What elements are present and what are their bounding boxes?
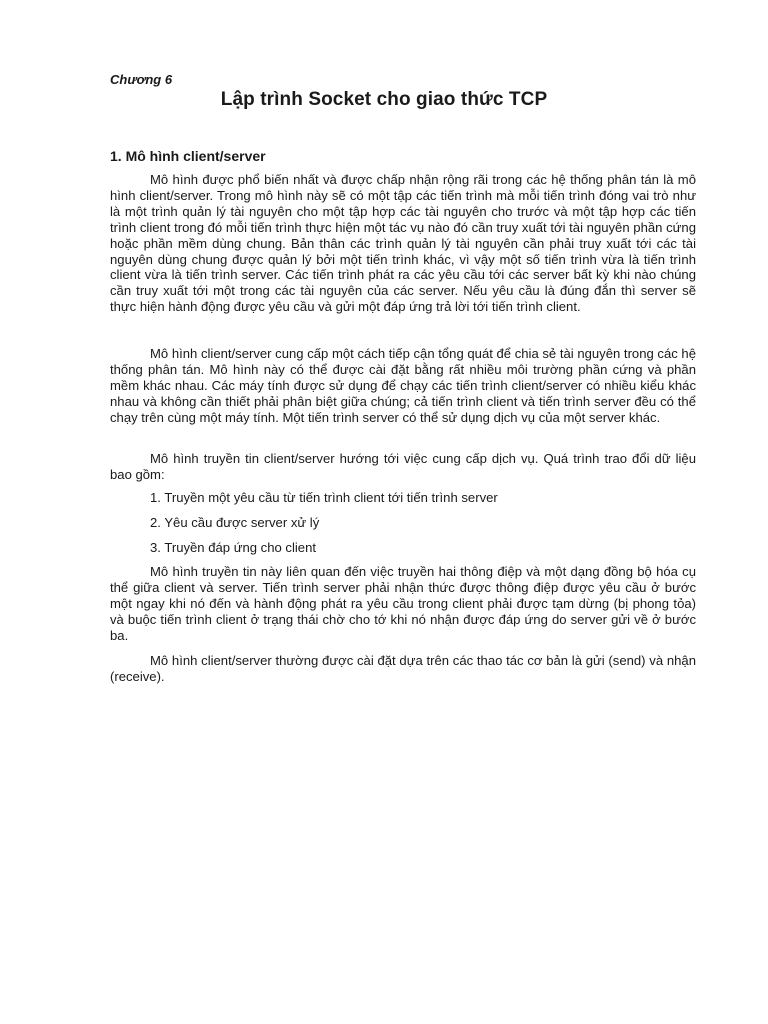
list-item: 1. Truyền một yêu cầu từ tiến trình client tới tiến trình server [150, 490, 498, 505]
list-item: 3. Truyền đáp ứng cho client [150, 540, 316, 555]
list-item: 2. Yêu cầu được server xử lý [150, 515, 320, 530]
section-heading: 1. Mô hình client/server [110, 148, 266, 164]
chapter-label: Chương 6 [110, 72, 173, 87]
paragraph-3: Mô hình truyền tin client/server hướng tới việc cung cấp dịch vụ. Quá trình trao đổi dữ liệu bao gồm: [110, 451, 696, 482]
paragraph-5: Mô hình client/server thường được cài đặt dựa trên các thao tác cơ bản là gửi (send) và nhận (receive). [110, 653, 696, 684]
paragraph-4: Mô hình truyền tin này liên quan đến việc truyền hai thông điệp và một dạng đồng bộ hóa cụ thể giữa client và server. Tiến trình server phải nhận thức được thông điệp được yêu cầu ở bước một ngay khi nó đến và hành động phát ra yêu cầu trong client phải được tạm dừng (bị phong tỏa) và buộc tiến trình client ở trạng thái chờ cho tớ khi nó nhận được đáp ứng do server gửi về ở bước ba. [110, 564, 696, 643]
chapter-title: Lập trình Socket cho giao thức TCP [220, 89, 548, 110]
paragraph-2: Mô hình client/server cung cấp một cách tiếp cận tổng quát để chia sẻ tài nguyên trong các hệ thống phân tán. Mô hình này có thể được cài đặt bằng rất nhiều môi trường phần cứng và phần mềm khác nhau. Các máy tính được sử dụng để chạy các tiến trình client/server có nhiều kiểu khác nhau và không cần thiết phải phân biệt giữa chúng; cả tiến trình client và tiến trình server đều có thể chạy trên cùng một máy tính. Một tiến trình server có thể sử dụng dịch vụ của một server khác. [110, 346, 696, 425]
paragraph-1: Mô hình được phổ biến nhất và được chấp nhận rộng rãi trong các hệ thống phân tán là mô hình client/server. Trong mô hình này sẽ có một tập các tiến trình mà mỗi tiến trình đóng vai trò như là một trình quản lý tài nguyên cho một tập hợp các tài nguyên cho trước và một tập hợp các tiến trình client trong đó mỗi tiến trình thực hiện một tác vụ nào đó cần truy xuất tới tài nguyên phần cứng hoặc phần mềm dùng chung. Bản thân các trình quản lý tài nguyên cần phải truy xuất tới các tài nguyên dùng chung được quản lý bởi một tiến trình khác, vì vậy một số tiến trình vừa là tiến trình client vừa là tiến trình server. Các tiến trình phát ra các yêu cầu tới các server bất kỳ khi nào chúng cần truy xuất tới một trong các tài nguyên của các server. Nếu yêu cầu là đúng đắn thì server sẽ thực hiện hành động được yêu cầu và gửi một đáp ứng trả lời tới tiến trình client. [110, 172, 696, 315]
